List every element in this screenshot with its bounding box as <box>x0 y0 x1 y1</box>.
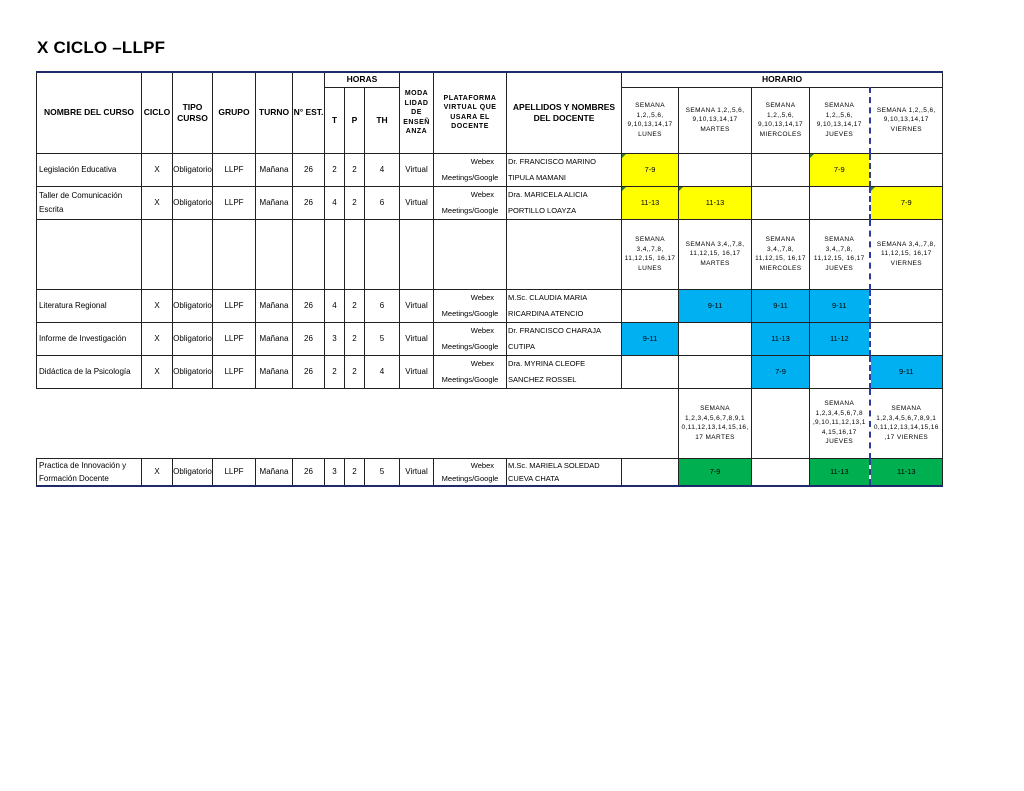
slot-martes: 11-13 <box>679 186 752 219</box>
course-tipo: Obligatorio <box>173 153 213 186</box>
plataforma-line-2: Meetings/Google <box>441 205 499 215</box>
docente-line-1: M.Sc. MARIELA SOLEDAD <box>508 460 600 470</box>
table-row <box>37 153 943 186</box>
empty-cell <box>256 388 293 458</box>
slot-miercoles: 11-13 <box>752 322 810 355</box>
plataforma-line-2: Meetings/Google <box>441 341 499 351</box>
slot-martes: 9-11 <box>679 289 752 322</box>
course-t: 2 <box>325 355 345 388</box>
header-horario: HORARIO <box>622 72 943 87</box>
slot-lunes <box>622 458 679 486</box>
course-plataforma <box>434 458 507 486</box>
course-name-line-1: Taller de Comunicación <box>39 190 123 200</box>
week-header-viernes: SEMANA 3,4,,7,8, 11,12,15, 16,17 VIERNES <box>870 219 943 289</box>
header-n-est: N° EST. <box>293 72 325 153</box>
course-modalidad: Virtual <box>400 322 434 355</box>
empty-cell <box>400 388 434 458</box>
course-ciclo: X <box>142 289 173 322</box>
plataforma-line-1: Webex <box>470 292 495 302</box>
docente-line-1: Dr. FRANCISCO MARINO <box>508 156 596 166</box>
slot-lunes: 9-11 <box>622 322 679 355</box>
docente-line-2: RICARDINA ATENCIO <box>508 308 584 318</box>
course-th: 6 <box>365 186 400 219</box>
week-header-lunes: SEMANA 1,2,,5,6, 9,10,13,14,17 LUNES <box>622 87 679 153</box>
empty-cell <box>37 219 142 289</box>
header-docente: APELLIDOS Y NOMBRES DEL DOCENTE <box>507 72 622 153</box>
course-est: 26 <box>293 186 325 219</box>
course-turno: Mañana <box>256 322 293 355</box>
course-t: 4 <box>325 289 345 322</box>
plataforma-line-1: Webex <box>470 460 495 470</box>
slot-viernes <box>870 289 943 322</box>
week-header-martes: SEMANA 3,4,,7,8, 11,12,15, 16,17 MARTES <box>679 219 752 289</box>
plataforma-line-1: Webex <box>470 358 495 368</box>
plataforma-line-2: Meetings/Google <box>441 308 499 318</box>
course-name-line-1: Practica de Innovación y <box>39 460 127 470</box>
empty-cell <box>256 219 293 289</box>
table-row <box>37 322 943 355</box>
week-header-martes: SEMANA 1,2,,5,6, 9,10,13,14,17 MARTES <box>679 87 752 153</box>
week-header-row-3 <box>37 388 943 458</box>
course-name: Didáctica de la Psicología <box>37 355 142 388</box>
plataforma-line-1: Webex <box>470 189 495 199</box>
slot-lunes <box>622 289 679 322</box>
slot-viernes: 9-11 <box>870 355 943 388</box>
docente-line-1: Dr. FRANCISCO CHARAJA <box>508 325 601 335</box>
week-header-row-2 <box>37 219 943 289</box>
slot-miercoles <box>752 153 810 186</box>
empty-cell <box>37 388 142 458</box>
course-turno: Mañana <box>256 289 293 322</box>
empty-cell <box>365 388 400 458</box>
docente-line-1: Dra. MYRINA CLEOFE <box>508 358 586 368</box>
course-name <box>37 458 142 486</box>
slot-lunes: 11-13 <box>622 186 679 219</box>
slot-viernes: 11-13 <box>870 458 943 486</box>
slot-viernes: 7-9 <box>870 186 943 219</box>
course-grupo: LLPF <box>213 289 256 322</box>
course-name <box>37 186 142 219</box>
slot-viernes <box>870 322 943 355</box>
course-docente <box>507 153 622 186</box>
empty-cell <box>622 388 679 458</box>
week-header-jueves: SEMANA 3,4,,7,8, 11,12,15, 16,17 JUEVES <box>810 219 870 289</box>
empty-cell <box>142 388 173 458</box>
week-header-jueves: SEMANA 1,2,,5,6, 9,10,13,14,17 JUEVES <box>810 87 870 153</box>
course-plataforma <box>434 153 507 186</box>
week-header-viernes: SEMANA 1,2,,5,6, 9,10,13,14,17 VIERNES <box>870 87 943 153</box>
course-p: 2 <box>345 355 365 388</box>
course-plataforma <box>434 355 507 388</box>
header-grupo: GRUPO <box>213 72 256 153</box>
course-t: 4 <box>325 186 345 219</box>
slot-jueves: 7-9 <box>810 153 870 186</box>
empty-cell <box>345 219 365 289</box>
course-docente <box>507 322 622 355</box>
course-plataforma <box>434 289 507 322</box>
empty-cell <box>507 388 622 458</box>
course-modalidad: Virtual <box>400 355 434 388</box>
course-turno: Mañana <box>256 355 293 388</box>
empty-cell <box>345 388 365 458</box>
course-t: 2 <box>325 153 345 186</box>
course-modalidad: Virtual <box>400 289 434 322</box>
course-ciclo: X <box>142 458 173 486</box>
course-name-line-2: Escrita <box>39 204 64 214</box>
course-name-line-2: Formación Docente <box>39 473 109 483</box>
empty-cell <box>752 388 810 458</box>
course-t: 3 <box>325 458 345 486</box>
course-turno: Mañana <box>256 186 293 219</box>
empty-cell <box>173 388 213 458</box>
course-name: Legislación Educativa <box>37 153 142 186</box>
docente-line-1: Dra. MARICELA ALICIA <box>508 189 588 199</box>
header-th: TH <box>365 87 400 153</box>
week-header-jueves: SEMANA 1,2,3,4,5,6,7,8 ,9,10,11,12,13,1 4,15,16,17 JUEVES <box>810 388 870 458</box>
week-header-martes: SEMANA 1,2,3,4,5,6,7,8,9,1 0,11,12,13,14,15,16, 17 MARTES <box>679 388 752 458</box>
course-grupo: LLPF <box>213 186 256 219</box>
course-ciclo: X <box>142 153 173 186</box>
empty-cell <box>325 219 345 289</box>
empty-cell <box>213 388 256 458</box>
docente-line-1: M.Sc. CLAUDIA MARIA <box>508 292 588 302</box>
empty-cell <box>213 219 256 289</box>
plataforma-line-2: Meetings/Google <box>441 172 499 182</box>
course-est: 26 <box>293 458 325 486</box>
course-p: 2 <box>345 153 365 186</box>
course-turno: Mañana <box>256 458 293 486</box>
header-ciclo: CICLO <box>142 72 173 153</box>
slot-martes: 7-9 <box>679 458 752 486</box>
course-p: 2 <box>345 186 365 219</box>
slot-viernes <box>870 153 943 186</box>
plataforma-line-1: Webex <box>470 325 495 335</box>
course-docente <box>507 355 622 388</box>
plataforma-line-2: Meetings/Google <box>441 473 499 483</box>
course-grupo: LLPF <box>213 458 256 486</box>
empty-cell <box>434 219 507 289</box>
course-est: 26 <box>293 153 325 186</box>
course-plataforma <box>434 186 507 219</box>
docente-line-2: PORTILLO LOAYZA <box>508 205 577 215</box>
slot-martes <box>679 322 752 355</box>
header-plataforma: PLATAFORMA VIRTUAL QUE USARA EL DOCENTE <box>434 72 507 153</box>
table-row <box>37 355 943 388</box>
slot-martes <box>679 153 752 186</box>
slot-jueves: 9-11 <box>810 289 870 322</box>
course-modalidad: Virtual <box>400 458 434 486</box>
slot-miercoles: 7-9 <box>752 355 810 388</box>
course-plataforma <box>434 322 507 355</box>
header-horas: HORAS <box>325 72 400 87</box>
table-row <box>37 289 943 322</box>
header-nombre-curso: NOMBRE DEL CURSO <box>37 72 142 153</box>
course-grupo: LLPF <box>213 322 256 355</box>
course-th: 5 <box>365 322 400 355</box>
page-title: X CICLO –LLPF <box>37 38 166 57</box>
course-grupo: LLPF <box>213 153 256 186</box>
empty-cell <box>142 219 173 289</box>
slot-miercoles <box>752 186 810 219</box>
course-docente <box>507 289 622 322</box>
docente-line-2: SANCHEZ ROSSEL <box>508 374 577 384</box>
course-th: 6 <box>365 289 400 322</box>
course-name: Informe de Investigación <box>37 322 142 355</box>
slot-lunes: 7-9 <box>622 153 679 186</box>
header-p: P <box>345 87 365 153</box>
empty-cell <box>434 388 507 458</box>
week-header-miercoles: SEMANA 3,4,,7,8, 11,12,15, 16,17 MIERCOLES <box>752 219 810 289</box>
slot-martes <box>679 355 752 388</box>
course-grupo: LLPF <box>213 355 256 388</box>
week-header-lunes: SEMANA 3,4,,7,8, 11,12,15, 16,17 LUNES <box>622 219 679 289</box>
course-modalidad: Virtual <box>400 153 434 186</box>
course-p: 2 <box>345 289 365 322</box>
table-row <box>37 186 943 219</box>
slot-miercoles: 9-11 <box>752 289 810 322</box>
course-tipo: Obligatorio <box>173 322 213 355</box>
course-modalidad: Virtual <box>400 186 434 219</box>
course-tipo: Obligatorio <box>173 355 213 388</box>
empty-cell <box>365 219 400 289</box>
docente-line-2: CUEVA CHATA <box>508 473 560 483</box>
course-name: Literatura Regional <box>37 289 142 322</box>
empty-cell <box>400 219 434 289</box>
course-docente <box>507 186 622 219</box>
course-est: 26 <box>293 289 325 322</box>
course-ciclo: X <box>142 322 173 355</box>
course-p: 2 <box>345 458 365 486</box>
week-header-viernes: SEMANA 1,2,3,4,5,6,7,8,9,1 0,11,12,13,14,15,16 ,17 VIERNES <box>870 388 943 458</box>
docente-line-2: TIPULA MAMANI <box>508 172 566 182</box>
empty-cell <box>325 388 345 458</box>
course-turno: Mañana <box>256 153 293 186</box>
plataforma-line-1: Webex <box>470 156 495 166</box>
week-header-miercoles: SEMANA 1,2,,5,6, 9,10,13,14,17 MIERCOLES <box>752 87 810 153</box>
slot-lunes <box>622 355 679 388</box>
empty-cell <box>293 219 325 289</box>
header-t: T <box>325 87 345 153</box>
header-modalidad: MODA LIDAD DE ENSEÑ ANZA <box>400 72 434 153</box>
empty-cell <box>507 219 622 289</box>
course-p: 2 <box>345 322 365 355</box>
course-th: 4 <box>365 355 400 388</box>
course-ciclo: X <box>142 355 173 388</box>
course-docente <box>507 458 622 486</box>
table-row <box>37 458 943 486</box>
header-tipo-curso: TIPO CURSO <box>173 72 213 153</box>
course-est: 26 <box>293 355 325 388</box>
empty-cell <box>173 219 213 289</box>
course-tipo: Obligatorio <box>173 458 213 486</box>
course-ciclo: X <box>142 186 173 219</box>
docente-line-2: CUTIPA <box>508 341 535 351</box>
slot-jueves: 11-12 <box>810 322 870 355</box>
slot-jueves <box>810 186 870 219</box>
course-th: 4 <box>365 153 400 186</box>
empty-cell <box>293 388 325 458</box>
course-tipo: Obligatorio <box>173 186 213 219</box>
course-th: 5 <box>365 458 400 486</box>
course-est: 26 <box>293 322 325 355</box>
slot-jueves: 11-13 <box>810 458 870 486</box>
course-tipo: Obligatorio <box>173 289 213 322</box>
course-t: 3 <box>325 322 345 355</box>
plataforma-line-2: Meetings/Google <box>441 374 499 384</box>
header-turno: TURNO <box>256 72 293 153</box>
slot-jueves <box>810 355 870 388</box>
schedule-table <box>36 71 943 487</box>
slot-miercoles <box>752 458 810 486</box>
